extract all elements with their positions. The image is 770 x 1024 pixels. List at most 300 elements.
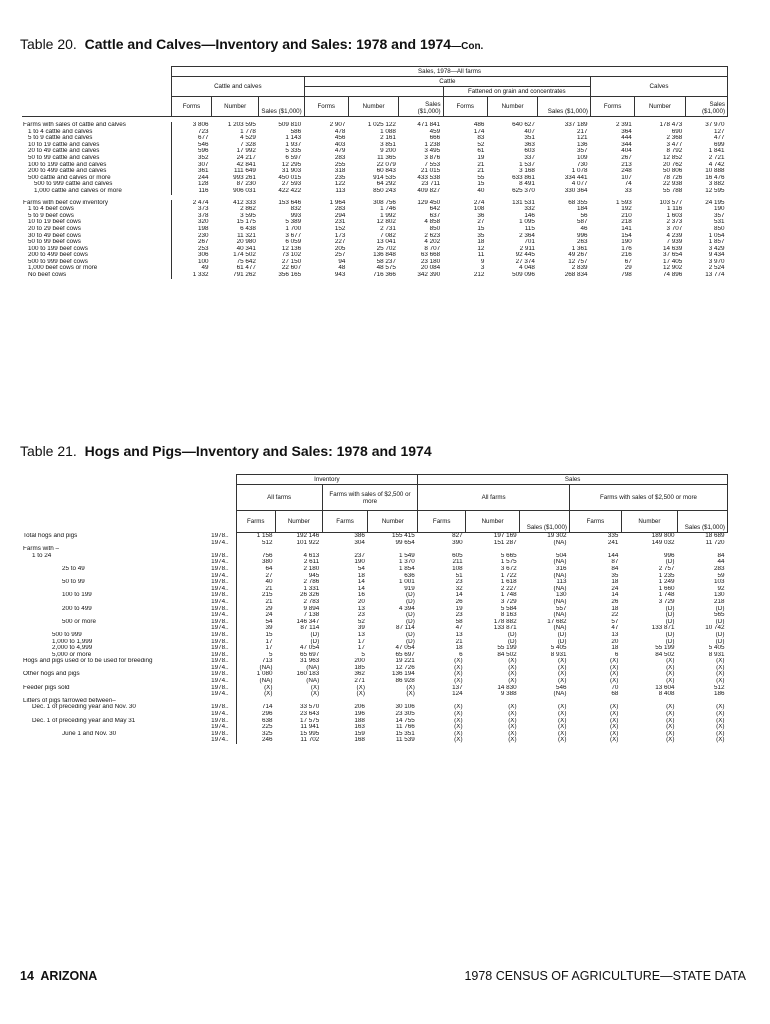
- table-cell: 84 502: [497, 651, 517, 658]
- table-cell: 5: [361, 651, 365, 658]
- table-cell: (D): [406, 618, 415, 625]
- table-row: [22, 678, 728, 685]
- table-row: [22, 731, 728, 738]
- table-cell: 15 995: [299, 730, 320, 737]
- table-cell: 253: [172, 246, 212, 253]
- row-label: 1,000 cattle and calves or more: [34, 187, 122, 194]
- table-cell: 131 531: [512, 199, 535, 206]
- table-cell: 4 202: [424, 239, 441, 246]
- table-cell: 14: [611, 592, 619, 599]
- table-cell: 6: [459, 651, 463, 658]
- table-cell: 690: [671, 128, 683, 135]
- table-cell: 155 415: [392, 532, 415, 539]
- table-cell: 945: [308, 572, 320, 579]
- table-cell: 378: [172, 213, 212, 220]
- table-cell: 136 194: [392, 671, 415, 678]
- table-cell: 633 861: [512, 174, 535, 181]
- row-label: 1,000 beef cows or more: [28, 265, 98, 272]
- col-number: Number: [635, 97, 686, 117]
- table-cell: (D): [406, 592, 415, 599]
- table-cell: [621, 698, 677, 705]
- table-cell: 22 938: [662, 181, 683, 188]
- table-cell: 9 894: [303, 605, 320, 612]
- col-number: Number: [487, 97, 538, 117]
- col-number: Number: [275, 511, 322, 533]
- table-cell: 3: [480, 265, 485, 272]
- table-cell: 50 806: [662, 168, 683, 175]
- table-cell: (X): [558, 737, 567, 744]
- row-label: 100 to 199: [62, 592, 92, 599]
- table-cell: 144: [607, 552, 619, 559]
- table-cell: 509 096: [512, 272, 535, 279]
- table-cell: (X): [716, 664, 725, 671]
- table-cell: 380: [236, 559, 275, 566]
- row-label: 2,000 to 4,999: [52, 645, 93, 652]
- table-cell: (X): [454, 664, 463, 671]
- table-row: [22, 671, 728, 678]
- table20-title: [20, 36, 483, 52]
- table-cell: 40: [477, 187, 485, 194]
- table-cell: 18: [357, 572, 365, 579]
- table-cell: 27: [236, 573, 275, 580]
- row-label: Litters of pigs farrowed between–: [23, 697, 116, 704]
- table-cell: 24 195: [705, 199, 725, 206]
- table-cell: 101 922: [296, 539, 320, 546]
- row-year: 1978..: [211, 552, 229, 559]
- table-cell: 39: [357, 625, 365, 632]
- row-year: 1978..: [211, 605, 229, 612]
- table-cell: (X): [666, 730, 675, 737]
- table-cell: 225: [236, 724, 275, 731]
- table-cell: 433 538: [417, 174, 441, 181]
- table-cell: (X): [558, 711, 567, 718]
- table-cell: 1 603: [666, 212, 683, 219]
- table-cell: (X): [454, 737, 463, 744]
- row-year: 1974..: [211, 559, 229, 566]
- table-cell: 7 138: [303, 612, 320, 619]
- table21-header-all-farms-sales: All farms: [418, 485, 570, 511]
- table-cell: 7 082: [380, 232, 396, 239]
- table-cell: 55: [477, 174, 485, 181]
- row-label: [22, 599, 211, 606]
- row-label: No beef cows: [28, 272, 67, 279]
- table-row: [22, 162, 728, 169]
- table-cell: 357: [713, 212, 725, 219]
- table-cell: 716 366: [373, 272, 396, 279]
- table-cell: 422 422: [278, 187, 302, 194]
- table-cell: 21: [455, 638, 463, 645]
- table-cell: 344: [621, 141, 632, 148]
- table-cell: 163: [354, 724, 365, 731]
- table-cell: (X): [666, 704, 675, 711]
- table-cell: 31 963: [299, 658, 320, 665]
- table-cell: (X): [558, 664, 567, 671]
- row-label: [22, 691, 211, 698]
- table-cell: 185: [354, 664, 365, 671]
- table-cell: 29: [236, 606, 275, 613]
- table-cell: [520, 698, 570, 705]
- table-cell: 84: [717, 552, 725, 559]
- table-row: [22, 665, 728, 672]
- table21-title-text: Hogs and Pigs—Inventory and Sales: 1978 and 1974: [84, 443, 432, 459]
- table-cell: 756: [236, 553, 275, 560]
- table20-body: [22, 117, 728, 279]
- table-cell: 318: [334, 168, 346, 175]
- table-cell: 993 261: [233, 174, 256, 181]
- table-cell: 55 199: [655, 645, 675, 652]
- table-cell: 10 888: [705, 168, 725, 175]
- table-cell: 352: [172, 155, 212, 162]
- table-cell: 68 355: [568, 199, 588, 206]
- table-cell: 12 852: [662, 154, 683, 161]
- table-row: [22, 698, 728, 705]
- table21-title: [20, 443, 432, 459]
- table-cell: 255: [334, 161, 346, 168]
- table-cell: 16: [357, 592, 365, 599]
- table-cell: (X): [716, 658, 725, 665]
- table-cell: (X): [236, 691, 275, 698]
- table-cell: (X): [716, 717, 725, 724]
- table-cell: 3 595: [240, 212, 256, 219]
- table-cell: 456: [334, 135, 346, 142]
- table-cell: 61: [477, 148, 485, 155]
- table-cell: 130: [555, 592, 567, 599]
- table-cell: 206: [354, 704, 365, 711]
- table-cell: 6 059: [285, 239, 302, 246]
- table-cell: 1 618: [500, 579, 517, 586]
- table-cell: (X): [236, 685, 275, 692]
- table-cell: 48: [338, 265, 346, 272]
- table-cell: 130: [713, 592, 725, 599]
- table-row: [22, 599, 728, 606]
- row-label: Farms with –: [23, 546, 60, 553]
- table-row: [22, 711, 728, 718]
- col-farms: Farms: [322, 511, 368, 533]
- table-cell: 210: [621, 212, 632, 219]
- table-cell: 108: [473, 206, 485, 213]
- table-row: [22, 135, 728, 142]
- table-row: [22, 533, 728, 540]
- table-cell: 3 672: [500, 565, 517, 572]
- table-cell: 364: [621, 128, 632, 135]
- table-cell: 268 834: [564, 272, 588, 279]
- table-cell: 178 473: [659, 122, 683, 128]
- table-cell: 44: [717, 559, 725, 566]
- table-cell: 798: [621, 272, 632, 279]
- table-cell: (X): [609, 730, 619, 737]
- table-row: [22, 718, 728, 725]
- table-cell: 546: [555, 684, 567, 691]
- table-cell: 12 802: [376, 219, 396, 226]
- table-cell: 198: [172, 226, 212, 233]
- table-row: [22, 546, 728, 553]
- table-cell: 4 239: [666, 232, 683, 239]
- table-cell: 13 604: [655, 684, 675, 691]
- col-farms: Forms: [304, 97, 348, 117]
- table-cell: 2 180: [303, 565, 320, 572]
- table-cell: (D): [665, 618, 675, 625]
- table-cell: (X): [508, 658, 517, 665]
- table-row: [22, 586, 728, 593]
- table-row: [22, 553, 728, 560]
- table-cell: 65 697: [395, 651, 415, 658]
- table-cell: 11: [477, 252, 485, 259]
- table-cell: (NA): [553, 539, 567, 546]
- table-cell: 8 707: [424, 245, 441, 252]
- table-cell: 2 731: [380, 225, 396, 232]
- table-row: [22, 612, 728, 619]
- table-cell: 67: [624, 258, 632, 265]
- row-year: 1974..: [211, 598, 229, 605]
- table-row: [22, 619, 728, 626]
- table-cell: 1 203 595: [227, 122, 256, 128]
- row-year: 1974..: [211, 724, 229, 731]
- table-cell: (X): [508, 717, 517, 724]
- table-cell: 21: [477, 168, 485, 175]
- table-cell: 832: [290, 206, 302, 213]
- table-cell: 714: [236, 704, 275, 711]
- table-cell: 3 677: [285, 232, 302, 239]
- row-year: 1978..: [211, 532, 229, 539]
- table-cell: (D): [715, 631, 725, 638]
- table-cell: 86 928: [395, 678, 415, 685]
- row-label: [22, 540, 211, 547]
- table-cell: (X): [666, 664, 675, 671]
- table-cell: (NA): [553, 572, 567, 579]
- footer-page: [20, 969, 97, 983]
- table-cell: 850: [429, 225, 441, 232]
- table-cell: 27 374: [515, 258, 535, 265]
- table-cell: 174: [473, 128, 485, 135]
- table-cell: 1 937: [285, 141, 302, 148]
- table-cell: (NA): [306, 664, 320, 671]
- table-cell: 4 077: [571, 181, 588, 188]
- table-cell: 337 189: [564, 122, 588, 128]
- table-cell: 23 643: [299, 711, 320, 718]
- row-year: 1978..: [211, 651, 229, 658]
- table-cell: 2 623: [424, 232, 441, 239]
- table-cell: 31 903: [281, 168, 302, 175]
- table-cell: 9 434: [708, 252, 725, 259]
- table-cell: 1 746: [380, 206, 396, 213]
- table-cell: [520, 546, 570, 553]
- row-label: 100 to 199 beef cows: [28, 245, 88, 252]
- table-cell: 13: [455, 631, 463, 638]
- table-cell: 12 595: [705, 187, 725, 194]
- table-cell: 174 502: [233, 252, 256, 259]
- table-cell: 1 238: [424, 141, 441, 148]
- table-cell: 699: [713, 141, 725, 148]
- table-cell: 178 882: [493, 618, 517, 625]
- table-cell: 47 054: [299, 645, 320, 652]
- table-row: [22, 704, 728, 711]
- table-cell: 87 114: [396, 625, 415, 632]
- table-cell: 103: [713, 579, 725, 586]
- table20-stub-header: [22, 67, 172, 117]
- table-cell: (NA): [553, 625, 567, 632]
- table-cell: (X): [558, 658, 567, 665]
- table-cell: 241: [607, 539, 619, 546]
- table-cell: 25 702: [376, 245, 396, 252]
- table-cell: 26: [611, 598, 619, 605]
- table-cell: (NA): [236, 665, 275, 672]
- table-cell: 23: [455, 612, 463, 619]
- table-cell: 55 199: [497, 645, 517, 652]
- table-row: [22, 579, 728, 586]
- table-cell: 1 143: [285, 135, 302, 142]
- table-cell: 213: [621, 161, 632, 168]
- table-row: [22, 691, 728, 698]
- table-cell: 625 370: [512, 187, 535, 194]
- table-cell: 227: [334, 239, 346, 246]
- row-year: 1978..: [211, 730, 229, 737]
- table-cell: 2 783: [303, 598, 320, 605]
- table-cell: (X): [558, 704, 567, 711]
- table-cell: [569, 546, 621, 553]
- table-cell: 11 321: [237, 232, 256, 239]
- table-cell: 47: [611, 625, 619, 632]
- table-cell: (X): [609, 737, 619, 744]
- table-cell: 13 774: [705, 272, 725, 279]
- table-row: [22, 219, 728, 226]
- table-cell: 212: [473, 272, 485, 279]
- table-cell: 29: [624, 265, 632, 272]
- table-cell: (D): [557, 631, 567, 638]
- row-label: [22, 737, 211, 744]
- table-cell: (NA): [553, 598, 567, 605]
- table-cell: 307: [172, 162, 212, 169]
- table-cell: 8 163: [500, 612, 517, 619]
- row-label: 20 to 29 beef cows: [28, 225, 81, 232]
- table-cell: [677, 698, 727, 705]
- table-cell: 827: [452, 532, 463, 539]
- table-cell: 919: [404, 585, 415, 592]
- col-farms: Forms: [443, 97, 487, 117]
- col-sales: Sales ($1,000): [259, 97, 304, 117]
- table-cell: 74 896: [662, 272, 683, 279]
- table-cell: 2 611: [303, 559, 320, 566]
- table-row: [22, 573, 728, 580]
- row-label: 1,000 to 1,999: [52, 638, 93, 645]
- table-row: [22, 239, 728, 246]
- table-row: [22, 246, 728, 253]
- table-row: [22, 724, 728, 731]
- table-cell: 357: [576, 148, 588, 155]
- row-label: 10 to 19 cattle and calves: [28, 141, 100, 148]
- table-cell: 407: [524, 128, 535, 135]
- table-cell: (X): [406, 691, 415, 698]
- row-label: 200 to 499: [62, 605, 92, 612]
- table-cell: 2 721: [708, 154, 725, 161]
- table-cell: (X): [716, 671, 725, 678]
- table-cell: 27: [477, 219, 485, 226]
- table-cell: 75 642: [236, 258, 256, 265]
- table-cell: 5 665: [500, 552, 517, 559]
- table-cell: 190: [713, 206, 725, 213]
- table-cell: 257: [334, 252, 346, 259]
- table-cell: 22 079: [376, 161, 396, 168]
- table-row: [22, 272, 728, 279]
- table-cell: 14 755: [395, 717, 415, 724]
- table-cell: 1 001: [399, 579, 415, 586]
- table-cell: 115: [524, 225, 535, 232]
- table-cell: 361: [172, 168, 212, 175]
- table-cell: 450 015: [278, 174, 302, 181]
- table-cell: 40: [236, 579, 275, 586]
- table-cell: 3 429: [708, 245, 725, 252]
- table-cell: 1 095: [519, 219, 535, 226]
- table-cell: 294: [334, 212, 346, 219]
- table-cell: 1 992: [380, 212, 396, 219]
- table-cell: (D): [406, 631, 415, 638]
- table-cell: 486: [473, 122, 485, 128]
- table-cell: [322, 546, 368, 553]
- row-label: 10 to 19 beef cows: [28, 219, 81, 226]
- row-year: 1978..: [211, 618, 229, 625]
- row-label: 5 to 9 beef cows: [28, 212, 74, 219]
- table-row: [22, 129, 728, 136]
- table-cell: 363: [524, 141, 535, 148]
- table-cell: 11 365: [377, 154, 396, 161]
- table-cell: 141: [621, 225, 632, 232]
- table-cell: 640 627: [512, 122, 535, 128]
- table-cell: 33 570: [299, 704, 320, 711]
- table-cell: 12 136: [281, 245, 302, 252]
- table-cell: (X): [558, 717, 567, 724]
- table-cell: 9 388: [500, 691, 517, 698]
- table-cell: 14 639: [662, 245, 683, 252]
- table-cell: 146: [524, 212, 535, 219]
- table-row: [22, 685, 728, 692]
- table-cell: (X): [666, 737, 675, 744]
- table-cell: 211: [452, 559, 463, 566]
- row-label: June 1 and Nov. 30: [62, 730, 117, 737]
- table-cell: 267: [621, 154, 632, 161]
- table-cell: 730: [576, 161, 588, 168]
- table-cell: 444: [621, 135, 632, 142]
- table-cell: 52: [357, 618, 365, 625]
- table-row: [22, 155, 728, 162]
- col-sales: Sales ($1,000): [520, 511, 570, 533]
- table-cell: 20 762: [662, 161, 683, 168]
- table-cell: 27 593: [281, 181, 302, 188]
- table-cell: 6 438: [240, 225, 256, 232]
- table-cell: 1 025 122: [367, 122, 396, 128]
- row-label: [22, 724, 211, 731]
- row-label: 50 to 99 cattle and calves: [28, 154, 100, 161]
- table-cell: 17 405: [662, 258, 683, 265]
- table-cell: 87 114: [300, 625, 320, 632]
- table-row: [22, 639, 728, 646]
- table-cell: 471 841: [417, 122, 441, 128]
- table-cell: 60 843: [376, 168, 396, 175]
- row-label: [22, 711, 211, 718]
- table-cell: (X): [508, 730, 517, 737]
- table-cell: 23 711: [421, 181, 441, 188]
- row-year: 1978..: [211, 658, 229, 665]
- table-cell: 111 649: [234, 168, 256, 175]
- table-cell: 337: [524, 154, 535, 161]
- table-cell: 373: [172, 206, 212, 213]
- table-cell: 64: [236, 566, 275, 573]
- table-cell: 10 742: [705, 625, 725, 632]
- table-cell: (X): [406, 684, 415, 691]
- table-cell: (D): [507, 638, 517, 645]
- table-cell: 87 230: [236, 181, 256, 188]
- table-cell: [569, 698, 621, 705]
- row-label: Farms with sales of cattle and calves: [23, 122, 126, 128]
- table21-header-sales: Sales: [418, 475, 728, 485]
